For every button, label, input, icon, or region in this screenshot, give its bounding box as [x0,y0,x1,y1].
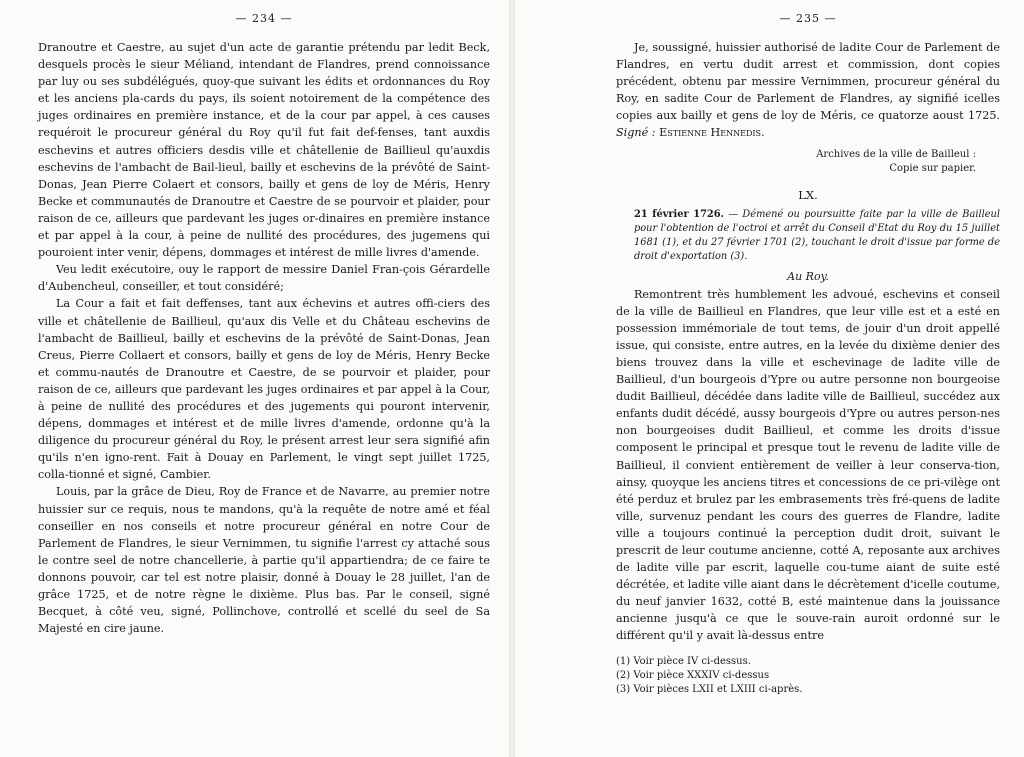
right-page [512,0,1024,757]
paragraph [616,39,1000,142]
archives-note [616,148,1000,176]
footnote: (3) Voir pièces LXII et LXIII ci-après. [616,683,803,695]
paragraph: Dranoutre et Caestre, au sujet d'un acte de garantie prétendu par ledit Beck, desquels procès le sieur Méliand, intendant de Flandres, prend connoissance par luy ou ses subdélégués, quoy-que suivant les édits et ordonnances du Roy et les anciens pla-cards du pays, ils soient notoirement de la compétence des juges ordinaires en première instance, et de la cour par appel, à ces causes requéroit le procureur général du Roy qu'il fut fait def-fenses, tant auxdis eschevins et autres officiers desdis ville et châtellenie de Baillieul qu'auxdis eschevins de l'ambacht de Bail-lieul, bailly et eschevins de la prévôté de Saint-Donas, Jean Pierre Colaert et consors, bailly et gens de loy de Méris, Henry Becke et communautés de Dranoutre et Caestre de se pourvoir et plaider, pour raison de ce, ailleurs que pardevant les juges or-dinaires en première instance et par appel à la cour, à peine de nullité des procédures, des jugemens qui pouroient inter venir, dépens, dommages et intérest de mille livres d'amende. [38,41,490,260]
summary-text: — Démené ou poursuitte faite par la ville de Bailleul pour l'obtention de l'octroi et arrêt du Conseil d'Etat du Roy du 15 juillet 1681 (1), et du 27 février 1701 (2), touchant le droit d'issue par forme de droit d'exportation (3). [634,208,1000,262]
paragraph: La Cour a fait et fait deffenses, tant aux échevins et autres offi-ciers des ville et châtellenie de Baillieul, qu'aux dis Velle et du Château eschevins de l'ambacht de Baillieul, bailly et eschevins de la prévôté de Saint-Donas, Jean Creus, Pierre Collaert et consors, bailly et gens de loy de Méris, Henry Becke et commu-nautés de Dranoutre et Caestre, de se pourvoir et plaider, pour raison de ce, ailleurs que pardevant les juges ordinaires et par appel à la Cour, à peine de nullité des procédures et des jugements qui pouront intervenir, dépens, dommages et intérest et de mille livres d'amende, ordonne qu'à la diligence du procureur général du Roy, le présent arrest leur sera signifié afin qu'ils n'en igno-rent. Fait à Douay en Parlement, le vingt sept juillet 1725, colla-tionné et signé, Cambier. [38,297,490,482]
notification-text: Je, soussigné, huissier authorisé de ladite Cour de Parlement de Flandres, en vertu dudit arrest et commission, dont copies précédent, obtenu par messire Vernimmen, procureur général du Roy, en sadite Cour de Parlement de Flandres, ay signifié icelles copies aux bailly et gens de loy de Méris, ce quatorze aoust 1725. [616,41,1000,123]
signed-label: Signé : [616,126,656,140]
footnote: (1) Voir pièce IV ci-dessus. [616,655,751,667]
footnote: (2) Voir pièce XXXIV ci-dessus [616,669,770,681]
paragraph: Veu ledit exécutoire, ouy le rapport de messire Daniel Fran-çois Gérardelle d'Aubencheul, conseiller, et tout considéré; [38,263,490,294]
document-summary [634,208,1000,264]
signer-name: Estienne Hennedis. [659,126,765,140]
right-page-body [616,39,1000,697]
footnotes [616,655,1000,697]
paragraph: Louis, par la grâce de Dieu, Roy de France et de Navarre, au premier notre huissier sur ce requis, nous te mandons, qu'à la requête de notre amé et féal conseiller en nos conseils et notre procureur général en notre Cour de Parlement de Flandres, le sieur Vernimmen, tu signifie l'arrest cy attaché sous le contre seel de notre chancellerie, à partie qu'il appartiendra; de ce faire te donnons pouvoir, car tel est notre plaisir, donné à Douay le 28 juillet, l'an de grâce 1725, et de notre règne le dixième. Plus bas. Par le conseil, signé Becquet, à côté veu, signé, Pollinchove, controllé et scellé du seel de Sa Majesté en cire jaune. [38,485,490,636]
archives-line: Archives de la ville de Bailleul : [816,148,976,160]
left-page-body [38,39,490,637]
archives-line: Copie sur papier. [889,162,976,174]
addressee: Au Roy. [787,269,829,283]
paragraph: Remontrent très humblement les advoué, eschevins et conseil de la ville de Baillieul en Flandres, que leur ville est et a esté en possession immémoriale de tout tems, de jouir d'un droit appellé issue, qui consiste, entre autres, en la levée du dixième denier des biens trouvez dans la ville et eschevinage de ladite ville de Baillieul, d'un bourgeois d'Ypre ou autre personne non bourgeoise dudit Baillieul, décédée dans ladite ville de Baillieul, succédez aux enfants dudit décédé, aussy bourgeois d'Ypre ou autres person-nes non bourgeoises dudit Baillieul, et comme les droits d'issue composent le principal et presque tout le revenu de ladite ville de Baillieul, il convient entièrement de veiller à leur conserva-tion, ainsy, quoyque les anciens titres et concessions de ce pri-vilège ont été perduz et brulez par les embrasements très fré-quens de ladite ville, survenuz pendant les cours des guerres de Flandre, ladite ville a toujours continué la perception dudit droit, suivant le prescrit de leur coutume ancienne, cotté A, reposante aux archives de ladite ville par escrit, laquelle cou-tume aiant de suite esté décrétée, et ladite ville aiant dans le décrètement d'icelle coutume, du neuf janvier 1632, cotté B, esté maintenue dans la jouissance ancienne jusqu'à ce que le souve-rain auroit ordonné sur le différent qu'il y avait là-dessus entre [616,287,1000,643]
summary-date: 21 février 1726. [634,208,724,220]
page-number-right: — 235 — [779,12,837,25]
document-number: LX. [798,187,818,202]
page-number-left: — 234 — [235,12,293,25]
